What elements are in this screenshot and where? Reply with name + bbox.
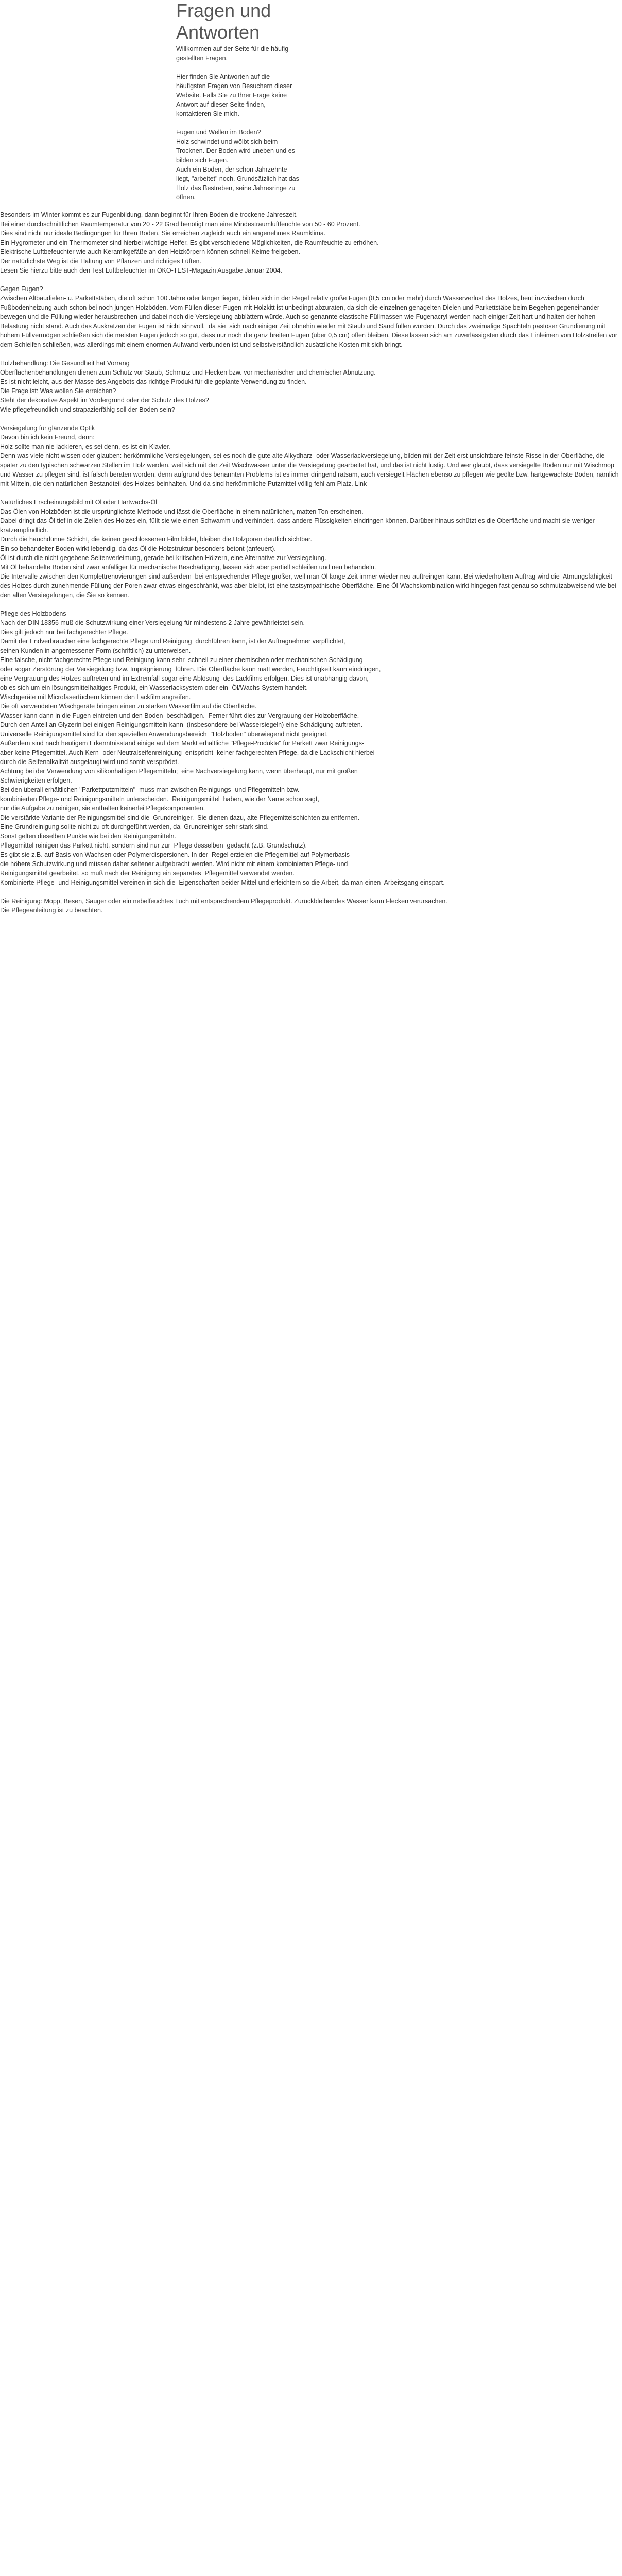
body-text-line: Es ist nicht leicht, aus der Masse des Angebots das richtige Produkt für die geplante Verwendung zu finden. xyxy=(0,378,307,385)
body-text-line: Elektrische Luftbefeuchter wie auch Keramikgefäße an den Heizkörpern können schnell Keime freigeben. xyxy=(0,248,300,256)
body-text-line: Achtung bei der Verwendung von silikonhaltigen Pflegemitteln; eine Nachversiegelung kann, wenn überhaupt, nur mit großen xyxy=(0,768,358,775)
body-text-line: Durch die hauchdünne Schicht, die keinen geschlossenen Film bildet, bleiben die Holzporen deutlich sichtbar. xyxy=(0,536,312,543)
body-text-line: Natürliches Erscheinungsbild mit Öl oder Hartwachs-Öl xyxy=(0,499,157,506)
blank-line xyxy=(0,414,620,423)
body-text-line: Gegen Fugen? xyxy=(0,285,43,293)
body-text-line: kombinierten Pflege- und Reinigungsmitteln unterscheiden. Reinigungsmittel haben, wie der Name schon sagt, xyxy=(0,795,319,803)
body-text-line: Die Reinigung: Mopp, Besen, Sauger oder ein nebelfeuchtes Tuch mit entsprechendem Pflegeprodukt. Zurückbleibendes Wasser kann Flecken verursachen. xyxy=(0,897,447,905)
blank-line xyxy=(0,600,620,609)
body-text-line: Pflege des Holzbodens xyxy=(0,610,66,617)
body-text-line: Dies gilt jedoch nur bei fachgerechter Pflege. xyxy=(0,629,128,636)
body-text-line: Außerdem sind nach heutigem Erkenntnisstand einige auf dem Markt erhältliche "Pflege-Produkte" für Parkett zwar Reinigungs- xyxy=(0,740,365,747)
blank-line xyxy=(0,275,620,284)
intro-text-block xyxy=(176,44,300,211)
body-text-line: nur die Aufgabe zu reinigen, sie enthalten keinerlei Pflegekomponenten. xyxy=(0,805,205,812)
body-text-line: Schwierigkeiten erfolgen. xyxy=(0,777,72,784)
body-text-line: Bei den überall erhältlichen "Parkettputzmitteln" muss man zwischen Reinigungs- und Pflegemitteln bzw. xyxy=(0,786,300,793)
body-text-line: Kombinierte Pflege- und Reinigungsmittel vereinen in sich die Eigenschaften beider Mittel und erleichtern so die Arbeit, da man einen Arbeitsgang einspart. xyxy=(0,879,445,886)
body-text-line: Das Ölen von Holzböden ist die ursprünglichste Methode und lässt die Oberfläche in einem natürlichen, matten Ton erscheinen. xyxy=(0,508,364,515)
body-text-line: Damit der Endverbraucher eine fachgerechte Pflege und Reinigung durchführen kann, ist der Auftragnehmer verpflichtet, xyxy=(0,638,345,645)
body-text-line: Nach der DIN 18356 muß die Schutzwirkung einer Versiegelung für mindestens 2 Jahre gewährleistet sein. xyxy=(0,619,305,626)
body-text-line: die höhere Schutzwirkung und müssen daher seltener aufgebracht werden. Wird nicht mit einem kombinierten Pflege- und xyxy=(0,860,348,868)
body-text-line: Davon bin ich kein Freund, denn: xyxy=(0,434,95,441)
body-text-line: seinen Kunden in angemessener Form (schriftlich) zu unterweisen. xyxy=(0,647,191,654)
body-text-line: Denn was viele nicht wissen oder glauben: herkömmliche Versiegelungen, sei es noch die gute alte Alkydharz- oder Wasserlackversiegelung, bilden mit der Zeit erst unsichtbare feinste Risse in der Oberfläche, die später zu den typischen schwarzen Stellen im Holz werden, weil sich mit der Zeit Wischwasser unter die Versiegelung gearbeitet hat, und das ist nicht lustig. Und wer glaubt, dass versiegelte Böden nur mit Wischmop und Wasser zu pflegen sind, ist falsch beraten worden, denn aufgrund des benannten Problems ist es immer dringend ratsam, auch versiegelt Flächen ebenso zu pflegen wie geölte bzw. hartgewachste Böden, nämlich mit Mitteln, die den natürlichen Bestandteil des Holzes beinhalten. Und da sind herkömmliche Putzmittel völlig fehl am Platz. Link xyxy=(0,452,621,487)
body-text-line: durch die Seifenalkalität ausgelaugt wird und somit versprödet. xyxy=(0,758,179,766)
body-text-line: Holzbehandlung: Die Gesundheit hat Vorrang xyxy=(0,360,130,367)
body-text-line: aber keine Pflegemittel. Auch Kern- oder Neutralseifenreinigung entspricht keiner fachgerechten Pflege, da die Lackschicht hierbei xyxy=(0,749,375,756)
body-text-line: Pflegemittel reinigen das Parkett nicht, sondern sind nur zur Pflege desselben gedacht (z.B. Grundschutz). xyxy=(0,842,307,849)
body-text-line: Reinigungsmittel gearbeitet, so muß nach der Reinigung ein separates Pflegemittel verwendet werden. xyxy=(0,870,295,877)
body-text-line: Die Frage ist: Was wollen Sie erreichen? xyxy=(0,387,116,395)
page-title xyxy=(176,0,331,43)
blank-line xyxy=(0,349,620,359)
blank-line xyxy=(0,887,620,896)
body-text-line: Ein so behandelter Boden wirkt lebendig, da das Öl die Holzstruktur besonders betont (anfeuert). xyxy=(0,545,276,552)
body-text-line: Eine falsche, nicht fachgerechte Pflege und Reinigung kann sehr schnell zu einer chemischen oder mechanischen Schädigung xyxy=(0,656,363,664)
faq-body-text xyxy=(0,210,620,915)
body-text-line: Es gibt sie z.B. auf Basis von Wachsen oder Polymerdispersionen. In der Regel erzielen die Pflegemittel auf Polymerbasis xyxy=(0,851,350,858)
blank-line xyxy=(0,488,620,498)
body-text-line: ob es sich um ein lösungsmittelhaltiges Produkt, ein Wasserlacksystem oder ein -Öl/Wachs-System handelt. xyxy=(0,684,308,691)
body-text-line: Versiegelung für glänzende Optik xyxy=(0,425,95,432)
body-text-line: Öl ist durch die nicht gegebene Seitenverleimung, gerade bei kritischen Hölzern, eine Alternative zur Versiegelung. xyxy=(0,554,326,562)
page-title-line: Fragen und xyxy=(176,0,271,21)
body-text-line: Dies sind nicht nur ideale Bedingungen für Ihren Boden, Sie erreichen zugleich auch ein angenehmes Raumklima. xyxy=(0,230,326,237)
body-text-line: Bei einer durchschnittlichen Raumtemperatur von 20 - 22 Grad benötigt man eine Mindestraumluftfeuchte von 50 - 60 Prozent. xyxy=(0,221,360,228)
body-text-line: Holz sollte man nie lackieren, es sei denn, es ist ein Klavier. xyxy=(0,443,170,450)
body-text-line: Ein Hygrometer und ein Thermometer sind hierbei wichtige Helfer. Es gibt verschiedene Möglichkeiten, die Raumfeuchte zu erhöhen. xyxy=(0,239,379,246)
body-text-line: Eine Grundreinigung sollte nicht zu oft durchgeführt werden, da Grundreiniger sehr stark sind. xyxy=(0,823,269,831)
body-text-line: Wasser kann dann in die Fugen eintreten und den Boden beschädigen. Ferner führt dies zur Vergrauung der Holzoberfläche. xyxy=(0,712,359,719)
intro-paragraph: Willkommen auf der Seite für die häufig gestellten Fragen. xyxy=(176,45,289,62)
body-text-line: Mit Öl behandelte Böden sind zwar anfälliger für mechanische Beschädigung, lassen sich aber partiell schleifen und neu behandeln. xyxy=(0,564,376,571)
intro-paragraph: Fugen und Wellen im Boden? Holz schwindet und wölbt sich beim Trocknen. Der Boden wird uneben und es bilden sich Fugen. Auch ein Boden, der schon Jahrzehnte liegt, "arbeitet" noch. Grundsätzlich hat das Holz das Bestreben, seine Jahresringe zu öffnen. xyxy=(176,129,299,201)
page-title-line: Antworten xyxy=(176,22,260,43)
body-text-line: Dabei dringt das Öl tief in die Zellen des Holzes ein, füllt sie wie einen Schwamm und verhindert, dass andere Flüssigkeiten eindringen können. Darüber hinaus schützt es die Oberfläche und macht sie weniger kratzempfindlich. xyxy=(0,517,597,534)
body-text-line: Die verstärkte Variante der Reinigungsmittel sind die Grundreiniger. Sie dienen dazu, alte Pflegemittelschichten zu entfernen. xyxy=(0,814,360,821)
body-text-line: Die oft verwendeten Wischgeräte bringen einen zu starken Wasserfilm auf die Oberfläche. xyxy=(0,703,257,710)
body-text-line: Besonders im Winter kommt es zur Fugenbildung, dann beginnt für Ihren Boden die trockene Jahreszeit. xyxy=(0,211,298,218)
body-text-line: Sonst gelten dieselben Punkte wie bei den Reinigungsmitteln. xyxy=(0,833,176,840)
body-text-line: Wischgeräte mit Microfasertüchern können den Lackfilm angreifen. xyxy=(0,693,191,701)
body-text-line: Universelle Reinigungsmittel sind für den speziellen Anwendungsbereich "Holzboden" überwiegend nicht geeignet. xyxy=(0,731,329,738)
body-text-line: Steht der dekorative Aspekt im Vordergrund oder der Schutz des Holzes? xyxy=(0,397,209,404)
body-text-line: Die Intervalle zwischen den Komplettrenovierungen sind außerdem bei entsprechender Pflege größer, weil man Öl lange Zeit immer wieder neu auftreingen kann. Bei wiederholtem Auftrag wird die Atmungsfähigkeit des Holzes durch zunehmende Füllung der Poren zwar etwas eingeschränkt, was aber bleibt, ist eine tastsympathische Oberfläche. Eine Öl-Wachskombination wirkt hingegen fast genau so schmutzabweisend wie bei den alten Versiegelungen, die Sie so kennen. xyxy=(0,573,618,599)
body-text-line: Wie pflegefreundlich und strapazierfähig soll der Boden sein? xyxy=(0,406,175,413)
body-text-line: Lesen Sie hierzu bitte auch den Test Luftbefeuchter im ÖKO-TEST-Magazin Ausgabe Januar 2004. xyxy=(0,267,283,274)
body-text-line: Zwischen Altbaudielen- u. Parkettstäben, die oft schon 100 Jahre oder länger liegen, bilden sich in der Regel relativ große Fugen (0,5 cm oder mehr) durch Wasserverlust des Holzes, heut inzwischen durch Fußbodenheizung auch schon bei noch jungen Holzböden. Vom Füllen dieser Fugen mit Holzkitt ist unbedingt abzuraten, da sich die einzelnen genagelten Dielen und Parkettstäbe beim Begehen gegeneinander bewegen und die Füllung wieder herausbrechen und dabei noch die Versiegelung abblättern würde. Auch so genannte elastische Füllmassen wie Fugenacryl werden nach einiger Zeit hart und halten der hohen Belastung nicht stand. Auch das Auskratzen der Fugen ist nicht sinnvoll, da sie sich nach einiger Zeit ohnehin wieder mit Staub und Sand füllen würden. Durch das zweimalige Spachteln pastöser Grundierung mit hohem Füllvermögen schließen sich die meisten Fugen jedoch so gut, dass nur noch die ganz breiten Fugen (über 0,5 cm) offen bleiben. Diese lassen sich am zuverlässigsten durch das Einleimen von Holzstreifen vor dem Schleifen schließen, was allerdings mit einem enormen Aufwand verbunden ist und selbstverständlich zusätzliche Kosten mit sich bringt. xyxy=(0,295,619,348)
body-text-line: Oberflächenbehandlungen dienen zum Schutz vor Staub, Schmutz und Flecken bzw. vor mechanischer und chemischer Abnutzung. xyxy=(0,369,376,376)
body-text-line: Die Pflegeanleitung ist zu beachten. xyxy=(0,907,103,914)
intro-paragraph: Hier finden Sie Antworten auf die häufigsten Fragen von Besuchern dieser Website. Falls Sie zu Ihrer Frage keine Antwort auf dieser Seite finden, kontaktieren Sie mich. xyxy=(176,73,292,117)
body-text-line: Durch den Anteil an Glyzerin bei einigen Reinigungsmitteln kann (insbesondere bei Wassersiegeln) eine Schädigung auftreten. xyxy=(0,721,363,728)
body-text-line: oder sogar Zerstörung der Versiegelung bzw. Imprägnierung führen. Die Oberfläche kann matt werden, Feuchtigkeit kann eindringen, xyxy=(0,666,381,673)
body-text-line: eine Vergrauung des Holzes auftreten und im Extremfall sogar eine Ablösung des Lackfilms erfolgen. Dies ist unabhängig davon, xyxy=(0,675,369,682)
body-text-line: Der natürlichste Weg ist die Haltung von Pflanzen und richtiges Lüften. xyxy=(0,258,201,265)
